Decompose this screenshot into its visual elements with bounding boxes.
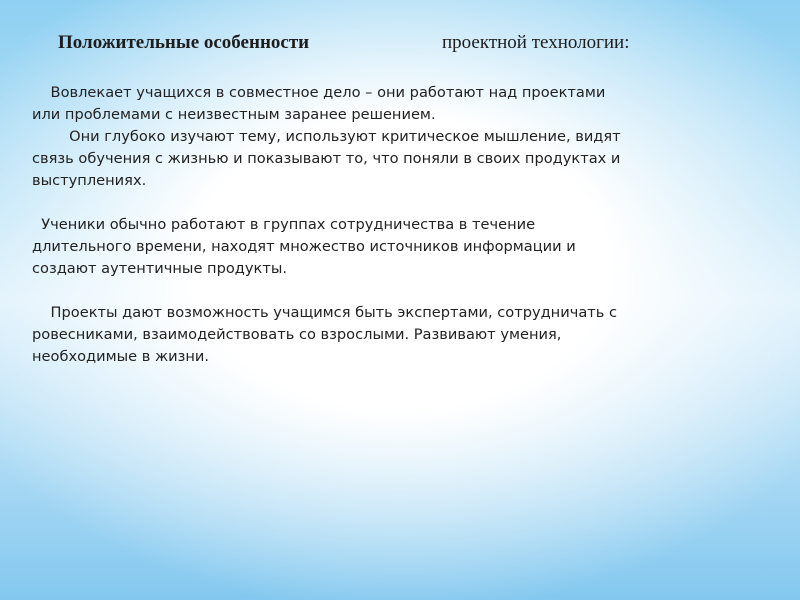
paragraph-4 bbox=[32, 302, 752, 368]
paragraph-line: ровесниками, взаимодействовать со взрослыми. Развивают умения, bbox=[32, 326, 562, 343]
paragraph-3 bbox=[32, 214, 752, 280]
slide-title-rest: проектной технологии: bbox=[442, 32, 630, 53]
slide-title bbox=[58, 32, 758, 62]
paragraph-line: создают аутентичные продукты. bbox=[32, 260, 287, 277]
paragraph-1 bbox=[32, 82, 752, 126]
paragraph-line: выступлениях. bbox=[32, 172, 147, 189]
paragraph-line: Они глубоко изучают тему, используют критическое мышление, видят bbox=[32, 128, 621, 145]
paragraph-line: Ученики обычно работают в группах сотрудничества в течение bbox=[32, 216, 536, 233]
paragraph-gap bbox=[32, 280, 752, 302]
slide-title-bold: Положительные особенности bbox=[58, 32, 310, 53]
paragraph-2 bbox=[32, 126, 752, 192]
paragraph-gap bbox=[32, 192, 752, 214]
paragraph-line: длительного времени, находят множество источников информации и bbox=[32, 238, 576, 255]
paragraph-line: или проблемами с неизвестным заранее решением. bbox=[32, 106, 436, 123]
paragraph-line: связь обучения с жизнью и показывают то, что поняли в своих продуктах и bbox=[32, 150, 621, 167]
paragraph-line: необходимые в жизни. bbox=[32, 348, 210, 365]
paragraph-line: Проекты дают возможность учащимся быть экспертами, сотрудничать с bbox=[32, 304, 618, 321]
slide-body bbox=[32, 82, 752, 368]
paragraph-line: Вовлекает учащихся в совместное дело – они работают над проектами bbox=[32, 84, 606, 101]
